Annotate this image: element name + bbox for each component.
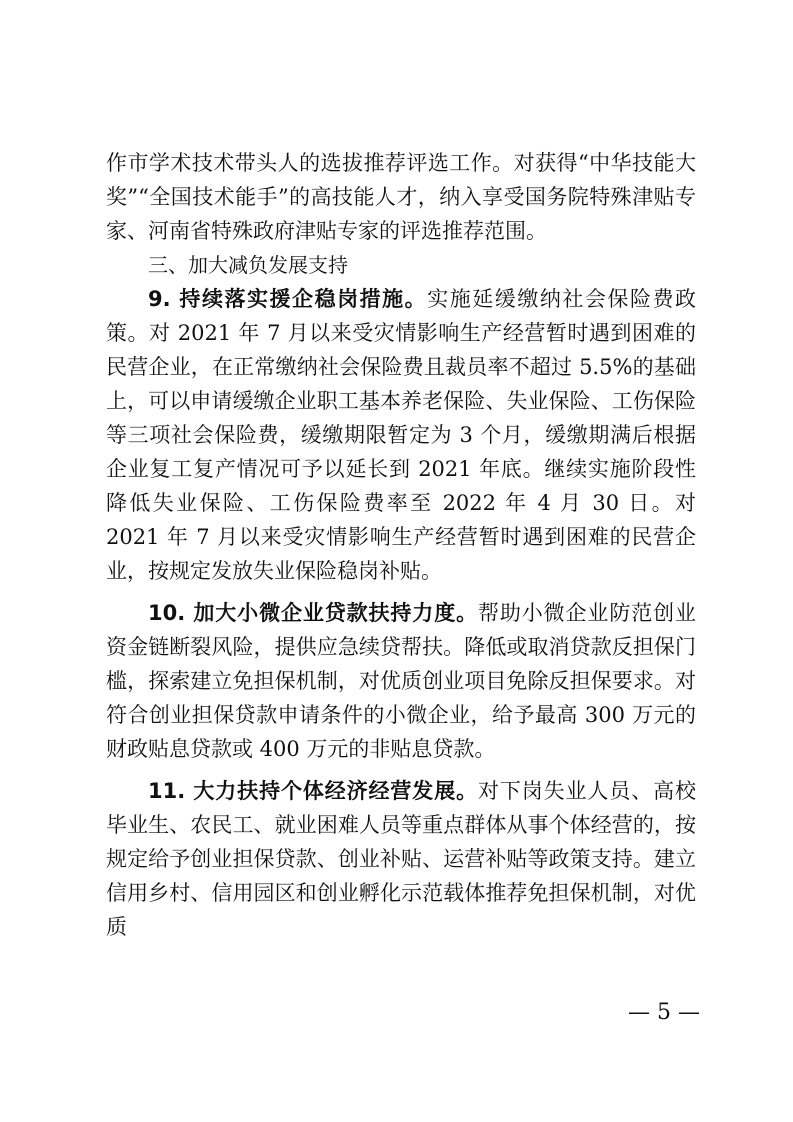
item-11-body: 对下岗失业人员、高校毕业生、农民工、就业困难人员等重点群体从事个体经营的，按规定给予创业担保贷款、创业补贴、运营补贴等政策支持。建立信用乡村、信用园区和创业孵化示范载体推荐免担保机制，对优质 bbox=[106, 779, 696, 939]
paragraph-continued: 作市学术技术带头人的选拔推荐评选工作。对获得“中华技能大奖”“全国技术能手”的高技能人才，纳入享受国务院特殊津贴专家、河南省特殊政府津贴专家的评选推荐范围。 bbox=[106, 151, 696, 243]
item-10-body: 帮助小微企业防范创业资金链断裂风险，提供应急续贷帮扶。降低或取消贷款反担保门槛，探索建立免担保机制，对优质创业项目免除反担保要求。对符合创业担保贷款申请条件的小微企业，给予最高 300 万元的财政贴息贷款或 400 万元的非贴息贷款。 bbox=[106, 601, 696, 761]
item-10-paragraph bbox=[106, 596, 696, 766]
item-9-title: 9. 持续落实援企稳岗措施。 bbox=[148, 287, 428, 311]
item-10-title: 10. 加大小微企业贷款扶持力度。 bbox=[148, 601, 478, 625]
page-number: — 5 — bbox=[628, 1000, 700, 1025]
item-9-paragraph bbox=[106, 282, 696, 588]
item-9-body: 实施延缓缴纳社会保险费政策。对 2021 年 7 月以来受灾情影响生产经营暂时遇到困难的民营企业，在正常缴纳社会保险费且裁员率不超过 5.5%的基础上，可以申请缓缴企业职工基本养老保险、失业保险、工伤保险等三项社会保险费，缓缴期限暂定为 3 个月，缓缴期满后根据企业复工复产情况可予以延长到 2021 年底。继续实施阶段性降低失业保险、工伤保险费率至 2022 年 4 月 30 日。对 2021 年 7 月以来受灾情影响生产经营暂时遇到困难的民营企业，按规定发放失业保险稳岗补贴。 bbox=[106, 287, 697, 583]
section-heading: 三、加大减负发展支持 bbox=[148, 253, 348, 277]
item-11-paragraph bbox=[106, 774, 696, 944]
item-11-title: 11. 大力扶持个体经济经营发展。 bbox=[148, 779, 478, 803]
document-body bbox=[106, 146, 696, 944]
